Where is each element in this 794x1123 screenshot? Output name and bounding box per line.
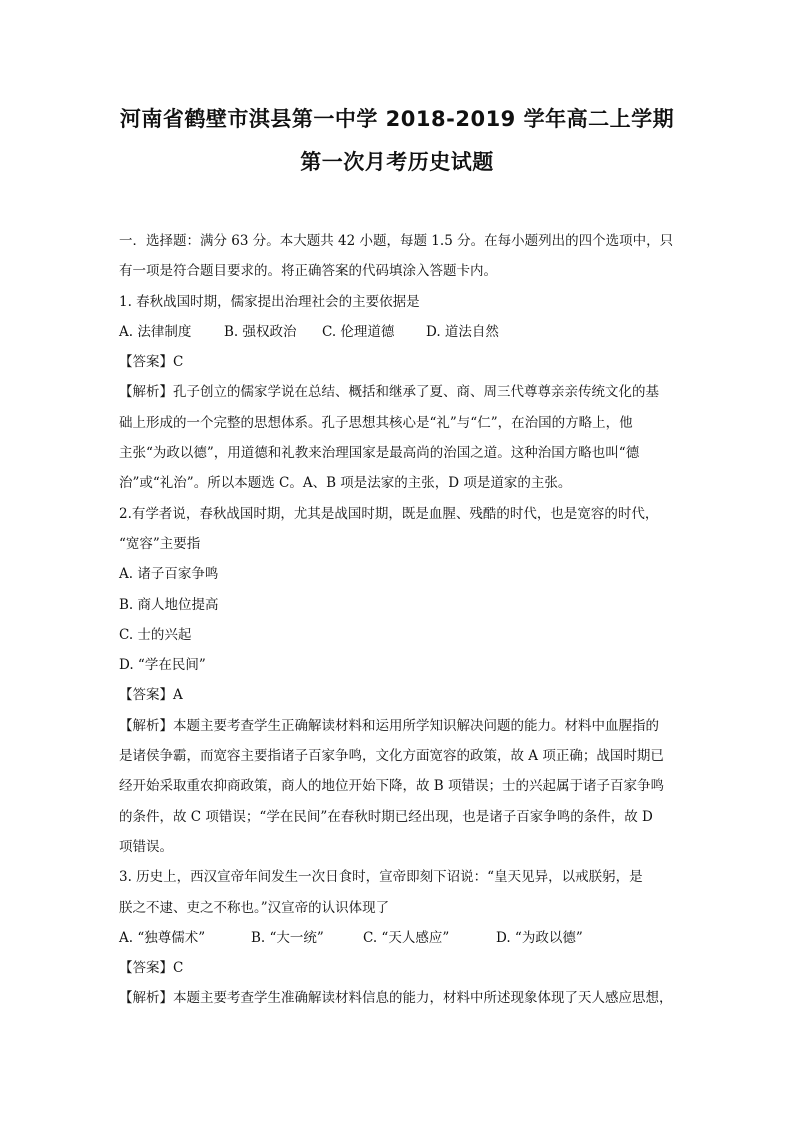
analysis-line: 的条件，故 C 项错误；“学在民间”在春秋时期已经出现，也是诸子百家争鸣的条件，故 D (119, 808, 653, 825)
analysis-line: 治”或“礼治”。所以本题选 C。A、B 项是法家的主张，D 项是道家的主张。 (119, 475, 572, 492)
analysis-line: 【解析】本题主要考查学生准确解读材料信息的能力，材料中所述现象体现了天人感应思想， (119, 990, 673, 1007)
page-subtitle: 第一次月考历史试题 (300, 150, 494, 174)
option-b: B. 强权政治 (224, 323, 297, 340)
question-stem: 3. 历史上，西汉宣帝年间发生一次日食时，宣帝即刻下诏说：“皇天见异，以戒朕躬，是 (119, 869, 643, 886)
option-row (119, 317, 679, 347)
analysis-line: 主张“为政以德”，用道德和礼教来治理国家是最高尚的治国之道。这种治国方略也叫“德 (119, 445, 640, 462)
analysis-line: 是诸侯争霸，而宽容主要指诸子百家争鸣，文化方面宽容的政策，故 A 项正确；战国时期已 (119, 748, 664, 765)
analysis-line: 【解析】孔子创立的儒家学说在总结、概括和继承了夏、商、周三代尊尊亲亲传统文化的基 (119, 384, 659, 401)
answer-line: 【答案】C (119, 960, 184, 977)
option-row (119, 923, 679, 953)
option-b: B. 商人地位提高 (119, 596, 219, 613)
question-stem: 1. 春秋战国时期，儒家提出治理社会的主要依据是 (119, 293, 420, 310)
question-stem: 朕之不逮、吏之不称也。”汉宣帝的认识体现了 (119, 899, 390, 916)
option-a: A. 诸子百家争鸣 (119, 566, 219, 583)
section-intro: 一．选择题：满分 63 分。本大题共 42 小题，每题 1.5 分。在每小题列出的四个选项中，只 (119, 233, 674, 249)
option-c: C. 士的兴起 (119, 626, 192, 643)
answer-line: 【答案】A (119, 687, 183, 704)
analysis-line: 【解析】本题主要考查学生正确解读材料和运用所学知识解决问题的能力。材料中血腥指的 (119, 717, 659, 734)
page-title: 河南省鹤壁市淇县第一中学 2018-2019 学年高二上学期 (119, 107, 675, 131)
option-c: C. “天人感应” (363, 929, 450, 946)
section-intro: 有一项是符合题目要求的。将正确答案的代码填涂入答题卡内。 (119, 263, 497, 280)
option-b: B. “大一统” (251, 929, 324, 946)
option-a: A. “独尊儒术” (119, 929, 206, 946)
option-a: A. 法律制度 (119, 323, 192, 340)
analysis-line: 项错误。 (119, 838, 173, 855)
option-d: D. “为政以德” (496, 929, 583, 946)
question-stem: “宽容”主要指 (119, 535, 201, 552)
option-c: C. 伦理道德 (322, 323, 395, 340)
option-d: D. “学在民间” (119, 657, 206, 674)
document-body (119, 226, 679, 1014)
answer-line: 【答案】C (119, 354, 184, 371)
option-d: D. 道法自然 (426, 323, 499, 340)
question-stem: 2.有学者说，春秋战国时期，尤其是战国时期，既是血腥、残酷的时代，也是宽容的时代， (119, 505, 659, 522)
analysis-line: 础上形成的一个完整的思想体系。孔子思想其核心是“礼”与“仁”，在治国的方略上，他 (119, 414, 633, 431)
analysis-line: 经开始采取重农抑商政策，商人的地位开始下降，故 B 项错误；士的兴起属于诸子百家争鸣 (119, 778, 665, 795)
